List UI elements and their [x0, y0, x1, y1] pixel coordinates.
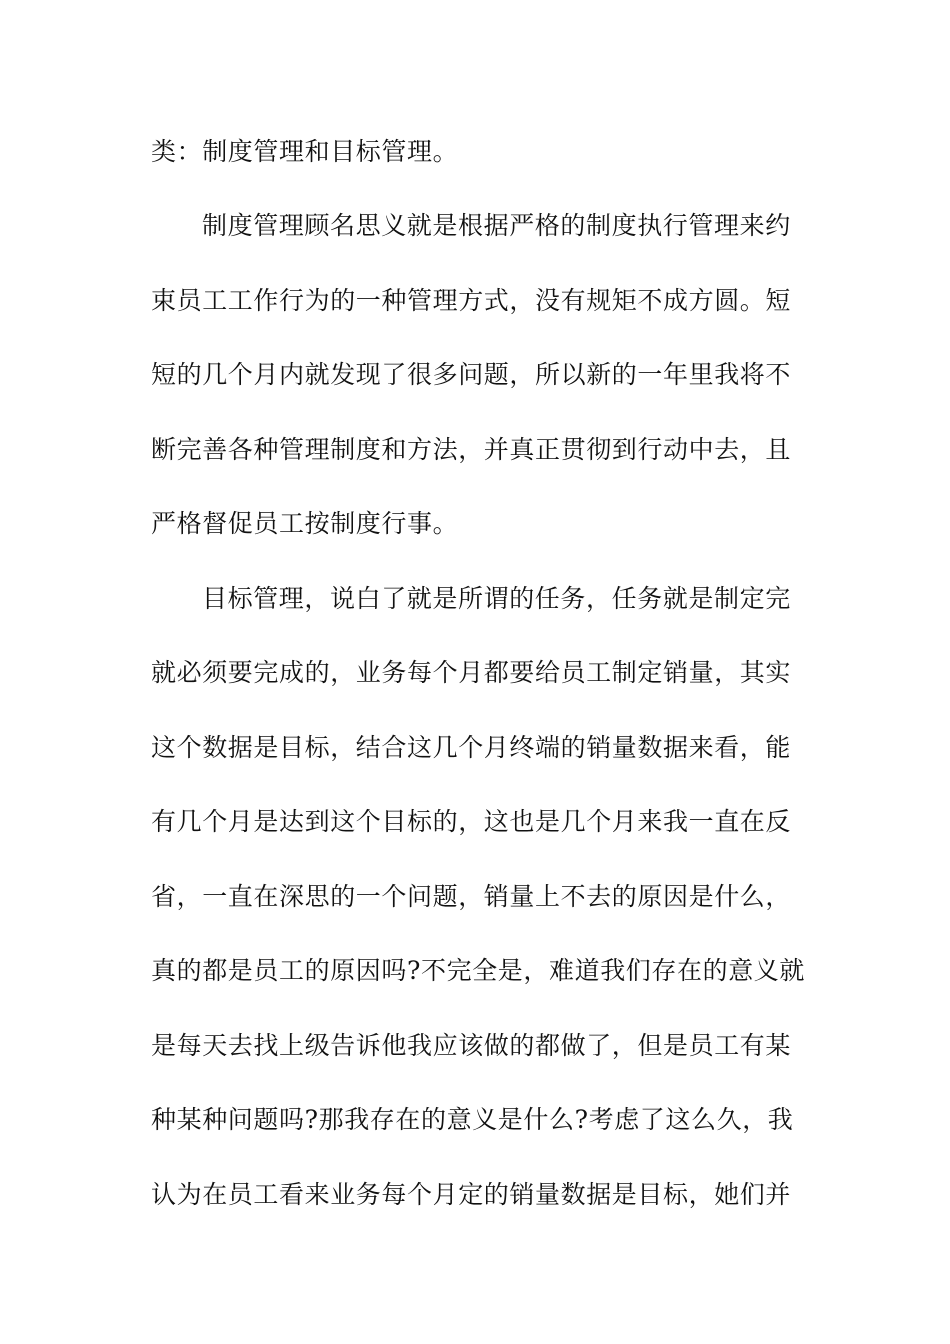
- text-line: 就必须要完成的，业务每个月都要给员工制定销量，其实: [151, 658, 792, 687]
- text-line: 有几个月是达到这个目标的，这也是几个月来我一直在反: [151, 807, 792, 836]
- text-line: 束员工工作行为的一种管理方式，没有规矩不成方圆。短: [151, 286, 792, 315]
- text-line: 严格督促员工按制度行事。: [151, 509, 459, 538]
- text-line: 目标管理，说白了就是所谓的任务，任务就是制定完: [202, 584, 791, 613]
- text-line: 种某种问题吗?那我存在的意义是什么?考虑了这么久，我: [151, 1105, 794, 1134]
- text-line: 断完善各种管理制度和方法，并真正贯彻到行动中去，且: [151, 435, 792, 464]
- text-line: 类：制度管理和目标管理。: [151, 137, 459, 166]
- text-line: 认为在员工看来业务每个月定的销量数据是目标，她们并: [151, 1180, 792, 1209]
- text-line: 是每天去找上级告诉他我应该做的都做了，但是员工有某: [151, 1031, 792, 1060]
- text-line: 短的几个月内就发现了很多问题，所以新的一年里我将不: [151, 360, 792, 389]
- text-line: 真的都是员工的原因吗?不完全是，难道我们存在的意义就: [151, 956, 806, 985]
- text-line: 这个数据是目标，结合这几个月终端的销量数据来看，能: [151, 733, 792, 762]
- text-line: 省，一直在深思的一个问题，销量上不去的原因是什么，: [151, 882, 792, 911]
- text-line: 制度管理顾名思义就是根据严格的制度执行管理来约: [202, 211, 791, 240]
